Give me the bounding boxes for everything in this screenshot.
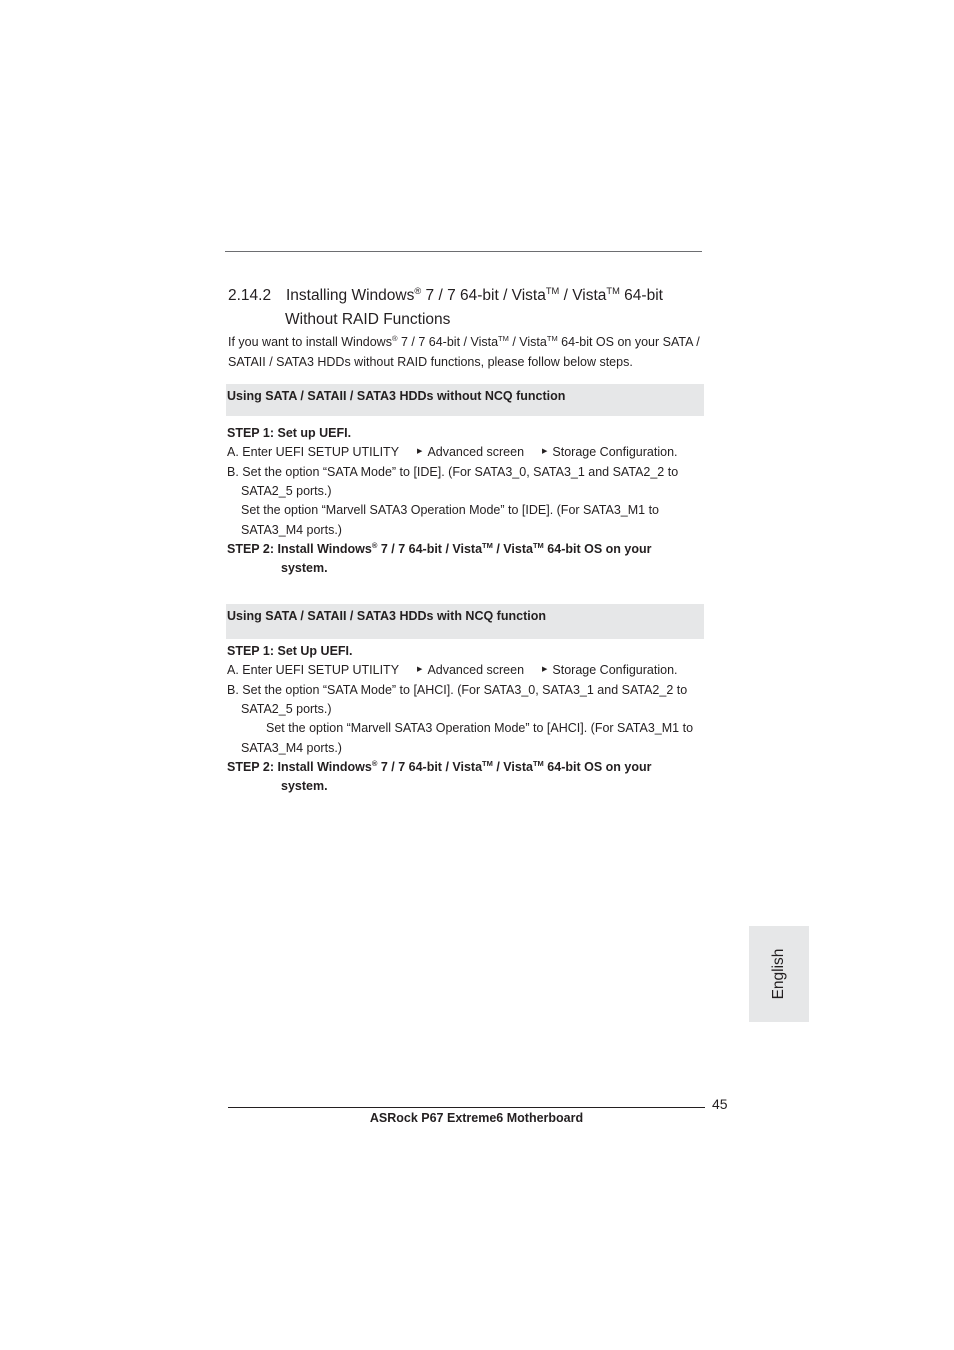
step1-title: STEP 1: Set up UEFI. [227, 426, 352, 440]
section-number: 2.14.2 [228, 287, 272, 304]
language-tab [749, 926, 809, 1022]
bottom-divider [228, 1107, 705, 1108]
step-b-line3: Set the option “Marvell SATA3 Operation Mode” to [AHCI]. (For SATA3_M1 to [266, 721, 694, 736]
step-b-line1: B. Set the option “SATA Mode” to [IDE]. (For SATA3_0, SATA3_1 and SATA2_2 to [227, 464, 679, 479]
step2-title-line2: system. [281, 561, 328, 576]
step-b-line2: SATA2_5 ports.) [241, 483, 332, 498]
heading-line1: 2.14.2 Installing Windows® 7 / 7 64-bit / Vista™ / Vista™ 64-bit [228, 284, 708, 308]
footer-title: ASRock P67 Extreme6 Motherboard [369, 1111, 584, 1125]
arrow-right-icon: ▶ [542, 666, 548, 674]
section-heading [228, 284, 708, 332]
arrow-right-icon: ▶ [417, 666, 423, 674]
section-band-no-ncq: Using SATA / SATAII / SATA3 HDDs without NCQ function [226, 384, 704, 416]
language-tab-label: English [770, 948, 787, 1000]
step-b-line1: B. Set the option “SATA Mode” to [AHCI]. (For SATA3_0, SATA3_1 and SATA2_2 to [227, 682, 688, 697]
step1-title: STEP 1: Set Up UEFI. [227, 644, 353, 658]
steps-no-ncq [227, 424, 707, 578]
heading-line2: Without RAID Functions [285, 311, 451, 328]
step2-title: STEP 2: Install Windows® 7 / 7 64-bit / Vista™ / Vista™ 64-bit OS on your [227, 758, 652, 774]
step-a-line: A. Enter UEFI SETUP UTILITY ▶ Advanced screen ▶ Storage Configuration. [227, 661, 707, 680]
step-a-line: A. Enter UEFI SETUP UTILITY ▶ Advanced screen ▶ Storage Configuration. [227, 443, 707, 462]
page-number: 45 [712, 1096, 728, 1112]
section-band-with-ncq: Using SATA / SATAII / SATA3 HDDs with NCQ function [226, 604, 704, 639]
step-b-line3: Set the option “Marvell SATA3 Operation Mode” to [IDE]. (For SATA3_M1 to [241, 503, 659, 518]
step-b-line4: SATA3_M4 ports.) [241, 522, 342, 537]
top-divider [225, 251, 702, 252]
intro-paragraph: If you want to install Windows® 7 / 7 64-bit / Vista™ / Vista™ 64-bit OS on your SATA / SATAII / SATA3 HDDs without RAID functions, please follow below steps. [228, 333, 700, 369]
step2-title: STEP 2: Install Windows® 7 / 7 64-bit / Vista™ / Vista™ 64-bit OS on your [227, 540, 652, 556]
step-b-line2: SATA2_5 ports.) [241, 701, 332, 716]
step-b-line4: SATA3_M4 ports.) [241, 740, 342, 755]
step2-title-line2: system. [281, 779, 328, 794]
arrow-right-icon: ▶ [542, 448, 548, 456]
steps-with-ncq [227, 642, 707, 796]
arrow-right-icon: ▶ [417, 448, 423, 456]
